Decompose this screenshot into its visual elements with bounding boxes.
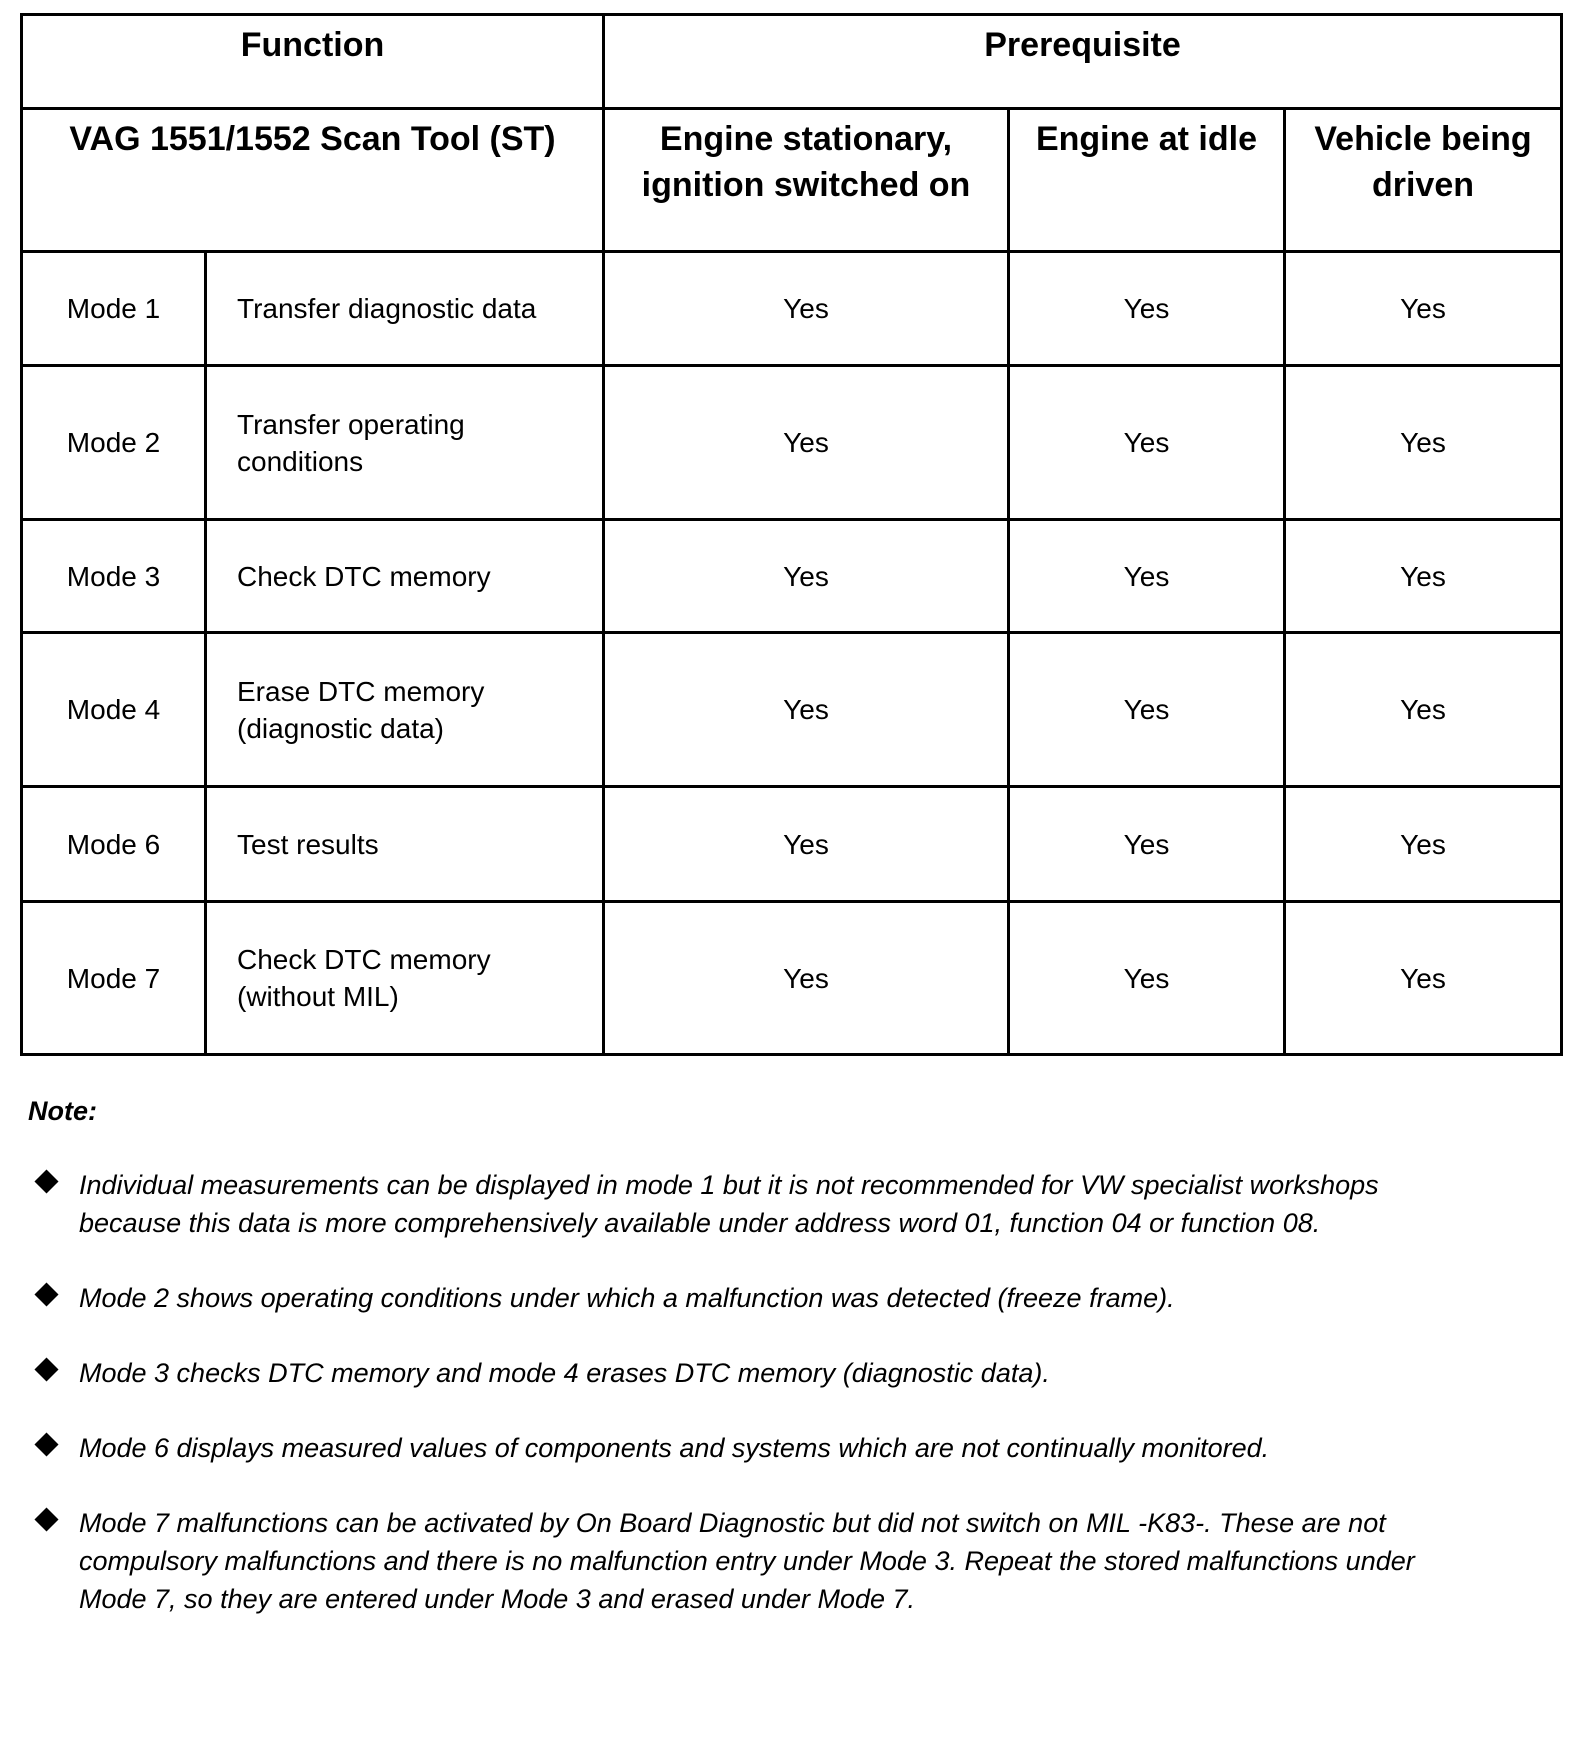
engine-stationary-cell: Yes: [604, 902, 1009, 1055]
function-cell: Check DTC memory: [206, 520, 604, 633]
mode-cell: Mode 6: [22, 787, 206, 902]
function-cell: Transfer operating conditions: [206, 366, 604, 520]
engine-idle-header: Engine at idle: [1009, 109, 1285, 252]
table-row: [22, 366, 1562, 520]
mode-cell: Mode 3: [22, 520, 206, 633]
note-text: Mode 6 displays measured values of components and systems which are not continually monitored.: [79, 1433, 1270, 1463]
engine-stationary-cell: Yes: [604, 252, 1009, 366]
function-cell: Erase DTC memory (diagnostic data): [206, 633, 604, 787]
vehicle-driven-header: Vehicle being driven: [1285, 109, 1562, 252]
header-row-1: [22, 15, 1562, 109]
function-header: Function: [22, 15, 604, 109]
note-text: Individual measurements can be displayed in mode 1 but it is not recommended for VW specialist workshops because this data is more comprehensively available under address word 01, function 04 or function 08.: [79, 1170, 1379, 1238]
mode-cell: Mode 2: [22, 366, 206, 520]
header-row-2: [22, 109, 1562, 252]
engine-idle-cell: Yes: [1009, 252, 1285, 366]
diamond-bullet-icon: [34, 1432, 58, 1456]
engine-idle-cell: Yes: [1009, 366, 1285, 520]
diamond-bullet-icon: [34, 1169, 58, 1193]
engine-stationary-cell: Yes: [604, 787, 1009, 902]
function-cell: Check DTC memory (without MIL): [206, 902, 604, 1055]
table-row: [22, 520, 1562, 633]
engine-stationary-cell: Yes: [604, 366, 1009, 520]
modes-table: [20, 13, 1563, 1056]
vehicle-driven-cell: Yes: [1285, 520, 1562, 633]
note-item: [28, 1429, 1468, 1467]
function-cell: Transfer diagnostic data: [206, 252, 604, 366]
note-item: [28, 1166, 1468, 1242]
mode-cell: Mode 1: [22, 252, 206, 366]
engine-stationary-cell: Yes: [604, 633, 1009, 787]
engine-idle-cell: Yes: [1009, 787, 1285, 902]
engine-idle-cell: Yes: [1009, 520, 1285, 633]
table-row: [22, 902, 1562, 1055]
table-row: [22, 787, 1562, 902]
scan-tool-header: VAG 1551/1552 Scan Tool (ST): [22, 109, 604, 252]
mode-cell: Mode 4: [22, 633, 206, 787]
table-row: [22, 252, 1562, 366]
table-row: [22, 633, 1562, 787]
diamond-bullet-icon: [34, 1507, 58, 1531]
engine-idle-cell: Yes: [1009, 633, 1285, 787]
note-text: Mode 3 checks DTC memory and mode 4 erases DTC memory (diagnostic data).: [79, 1358, 1050, 1388]
diamond-bullet-icon: [34, 1282, 58, 1306]
diamond-bullet-icon: [34, 1357, 58, 1381]
note-title: Note:: [28, 1096, 97, 1126]
engine-stationary-header: Engine stationary, ignition switched on: [604, 109, 1009, 252]
vehicle-driven-cell: Yes: [1285, 633, 1562, 787]
note-item: [28, 1504, 1468, 1618]
note-item: [28, 1279, 1468, 1317]
engine-idle-cell: Yes: [1009, 902, 1285, 1055]
note-text: Mode 2 shows operating conditions under which a malfunction was detected (freeze frame).: [79, 1283, 1175, 1313]
mode-cell: Mode 7: [22, 902, 206, 1055]
notes-section: [28, 1092, 1468, 1655]
vehicle-driven-cell: Yes: [1285, 366, 1562, 520]
note-item: [28, 1354, 1468, 1392]
note-text: Mode 7 malfunctions can be activated by On Board Diagnostic but did not switch on MIL -K83-. These are not compulsory malfunctions and there is no malfunction entry under Mode 3. Repeat the stored malfunctions under Mode 7, so they are entered under Mode 3 and erased under Mode 7.: [79, 1508, 1415, 1614]
function-cell: Test results: [206, 787, 604, 902]
engine-stationary-cell: Yes: [604, 520, 1009, 633]
vehicle-driven-cell: Yes: [1285, 902, 1562, 1055]
vehicle-driven-cell: Yes: [1285, 252, 1562, 366]
vehicle-driven-cell: Yes: [1285, 787, 1562, 902]
prerequisite-header: Prerequisite: [604, 15, 1562, 109]
